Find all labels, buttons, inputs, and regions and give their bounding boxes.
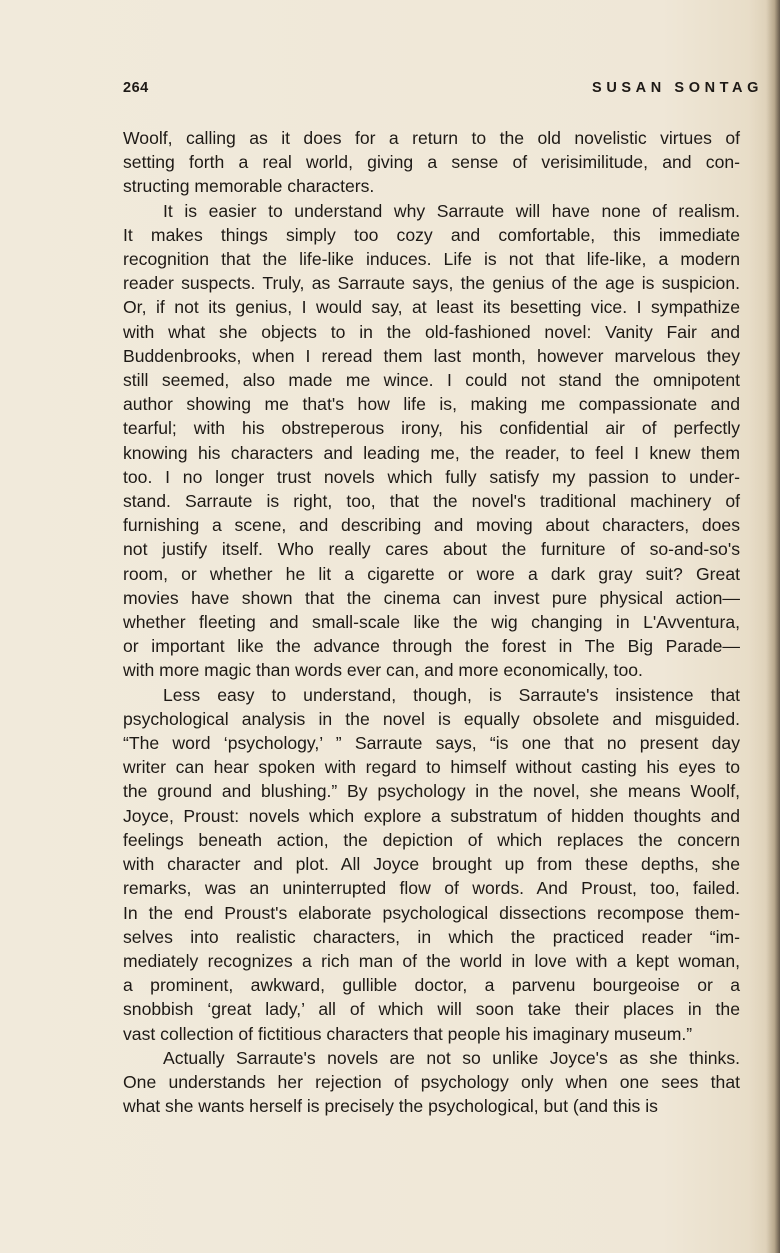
text-line: room, or whether he lit a cigarette or wore a dark gray suit? Great: [123, 563, 740, 584]
page-number: 264: [123, 80, 149, 96]
page-header: [123, 80, 763, 102]
text-line: Actually Sarraute's novels are not so unlike Joyce's as she thinks.: [163, 1047, 740, 1068]
text-line: It makes things simply too cozy and comfortable, this immediate: [123, 224, 740, 245]
text-line: or important like the advance through the forest in The Big Parade—: [123, 636, 740, 657]
text-line: with what she objects to in the old-fashioned novel: Vanity Fair and: [123, 321, 740, 342]
page-edge-shadow: [766, 0, 780, 1253]
text-line: knowing his characters and leading me, the reader, to feel I knew them: [123, 442, 740, 463]
text-line: vast collection of fictitious characters that people his imaginary museum.”: [123, 1023, 693, 1044]
text-line: still seemed, also made me wince. I could not stand the omnipotent: [123, 370, 740, 391]
text-line: not justify itself. Who really cares about the furniture of so-and-so's: [123, 539, 740, 560]
text-line: stand. Sarraute is right, too, that the novel's traditional machinery of: [123, 491, 740, 512]
paragraph: [123, 199, 740, 683]
text-line: Less easy to understand, though, is Sarraute's insistence that: [163, 684, 740, 705]
text-line: the ground and blushing.” By psychology in the novel, she means Woolf,: [123, 781, 740, 802]
text-line: whether fleeting and small-scale like the wig changing in L'Avventura,: [123, 612, 740, 633]
text-line: what she wants herself is precisely the psychological, but (and this is: [123, 1096, 658, 1117]
text-line: remarks, was an uninterrupted flow of words. And Proust, too, failed.: [123, 878, 740, 899]
text-line: structing memorable characters.: [123, 176, 375, 197]
text-line: with character and plot. All Joyce brought up from these depths, she: [123, 854, 740, 875]
body-text: [123, 126, 740, 1118]
text-line: too. I no longer trust novels which fully satisfy my passion to under-: [123, 466, 740, 487]
text-line: Joyce, Proust: novels which explore a substratum of hidden thoughts and: [123, 805, 740, 826]
text-line: snobbish ‘great lady,’ all of which will soon take their places in the: [123, 999, 740, 1020]
text-line: psychological analysis in the novel is equally obsolete and misguided.: [123, 708, 740, 729]
text-line: Buddenbrooks, when I reread them last month, however marvelous they: [123, 345, 740, 366]
text-line: reader suspects. Truly, as Sarraute says, the genius of the age is suspicion.: [123, 273, 740, 294]
text-line: One understands her rejection of psychology only when one sees that: [123, 1071, 740, 1092]
text-line: It is easier to understand why Sarraute will have none of realism.: [163, 200, 740, 221]
text-line: mediately recognizes a rich man of the world in love with a kept woman,: [123, 950, 740, 971]
text-line: furnishing a scene, and describing and moving about characters, does: [123, 515, 740, 536]
running-head: SUSAN SONTAG: [592, 80, 763, 96]
text-line: a prominent, awkward, gullible doctor, a parvenu bourgeoise or a: [123, 975, 740, 996]
text-line: selves into realistic characters, in which the practiced reader “im-: [123, 926, 740, 947]
text-line: writer can hear spoken with regard to himself without casting his eyes to: [123, 757, 740, 778]
text-line: author showing me that's how life is, making me compassionate and: [123, 394, 740, 415]
text-line: Or, if not its genius, I would say, at least its besetting vice. I sympathize: [123, 297, 740, 318]
text-line: feelings beneath action, the depiction of which replaces the concern: [123, 829, 740, 850]
text-line: setting forth a real world, giving a sense of verisimilitude, and con-: [123, 152, 740, 173]
text-line: “The word ‘psychology,’ ” Sarraute says, “is one that no present day: [123, 733, 740, 754]
text-line: tearful; with his obstreperous irony, his confidential air of perfectly: [123, 418, 740, 439]
text-line: movies have shown that the cinema can invest pure physical action—: [123, 587, 740, 608]
paragraph: [123, 683, 740, 1046]
text-line: In the end Proust's elaborate psychological dissections recompose them-: [123, 902, 740, 923]
text-line: Woolf, calling as it does for a return to the old novelistic virtues of: [123, 128, 740, 148]
paragraph: [123, 126, 740, 199]
paragraph: [123, 1046, 740, 1119]
text-line: recognition that the life-like induces. Life is not that life-like, a modern: [123, 249, 740, 270]
text-line: with more magic than words ever can, and more economically, too.: [123, 660, 643, 681]
